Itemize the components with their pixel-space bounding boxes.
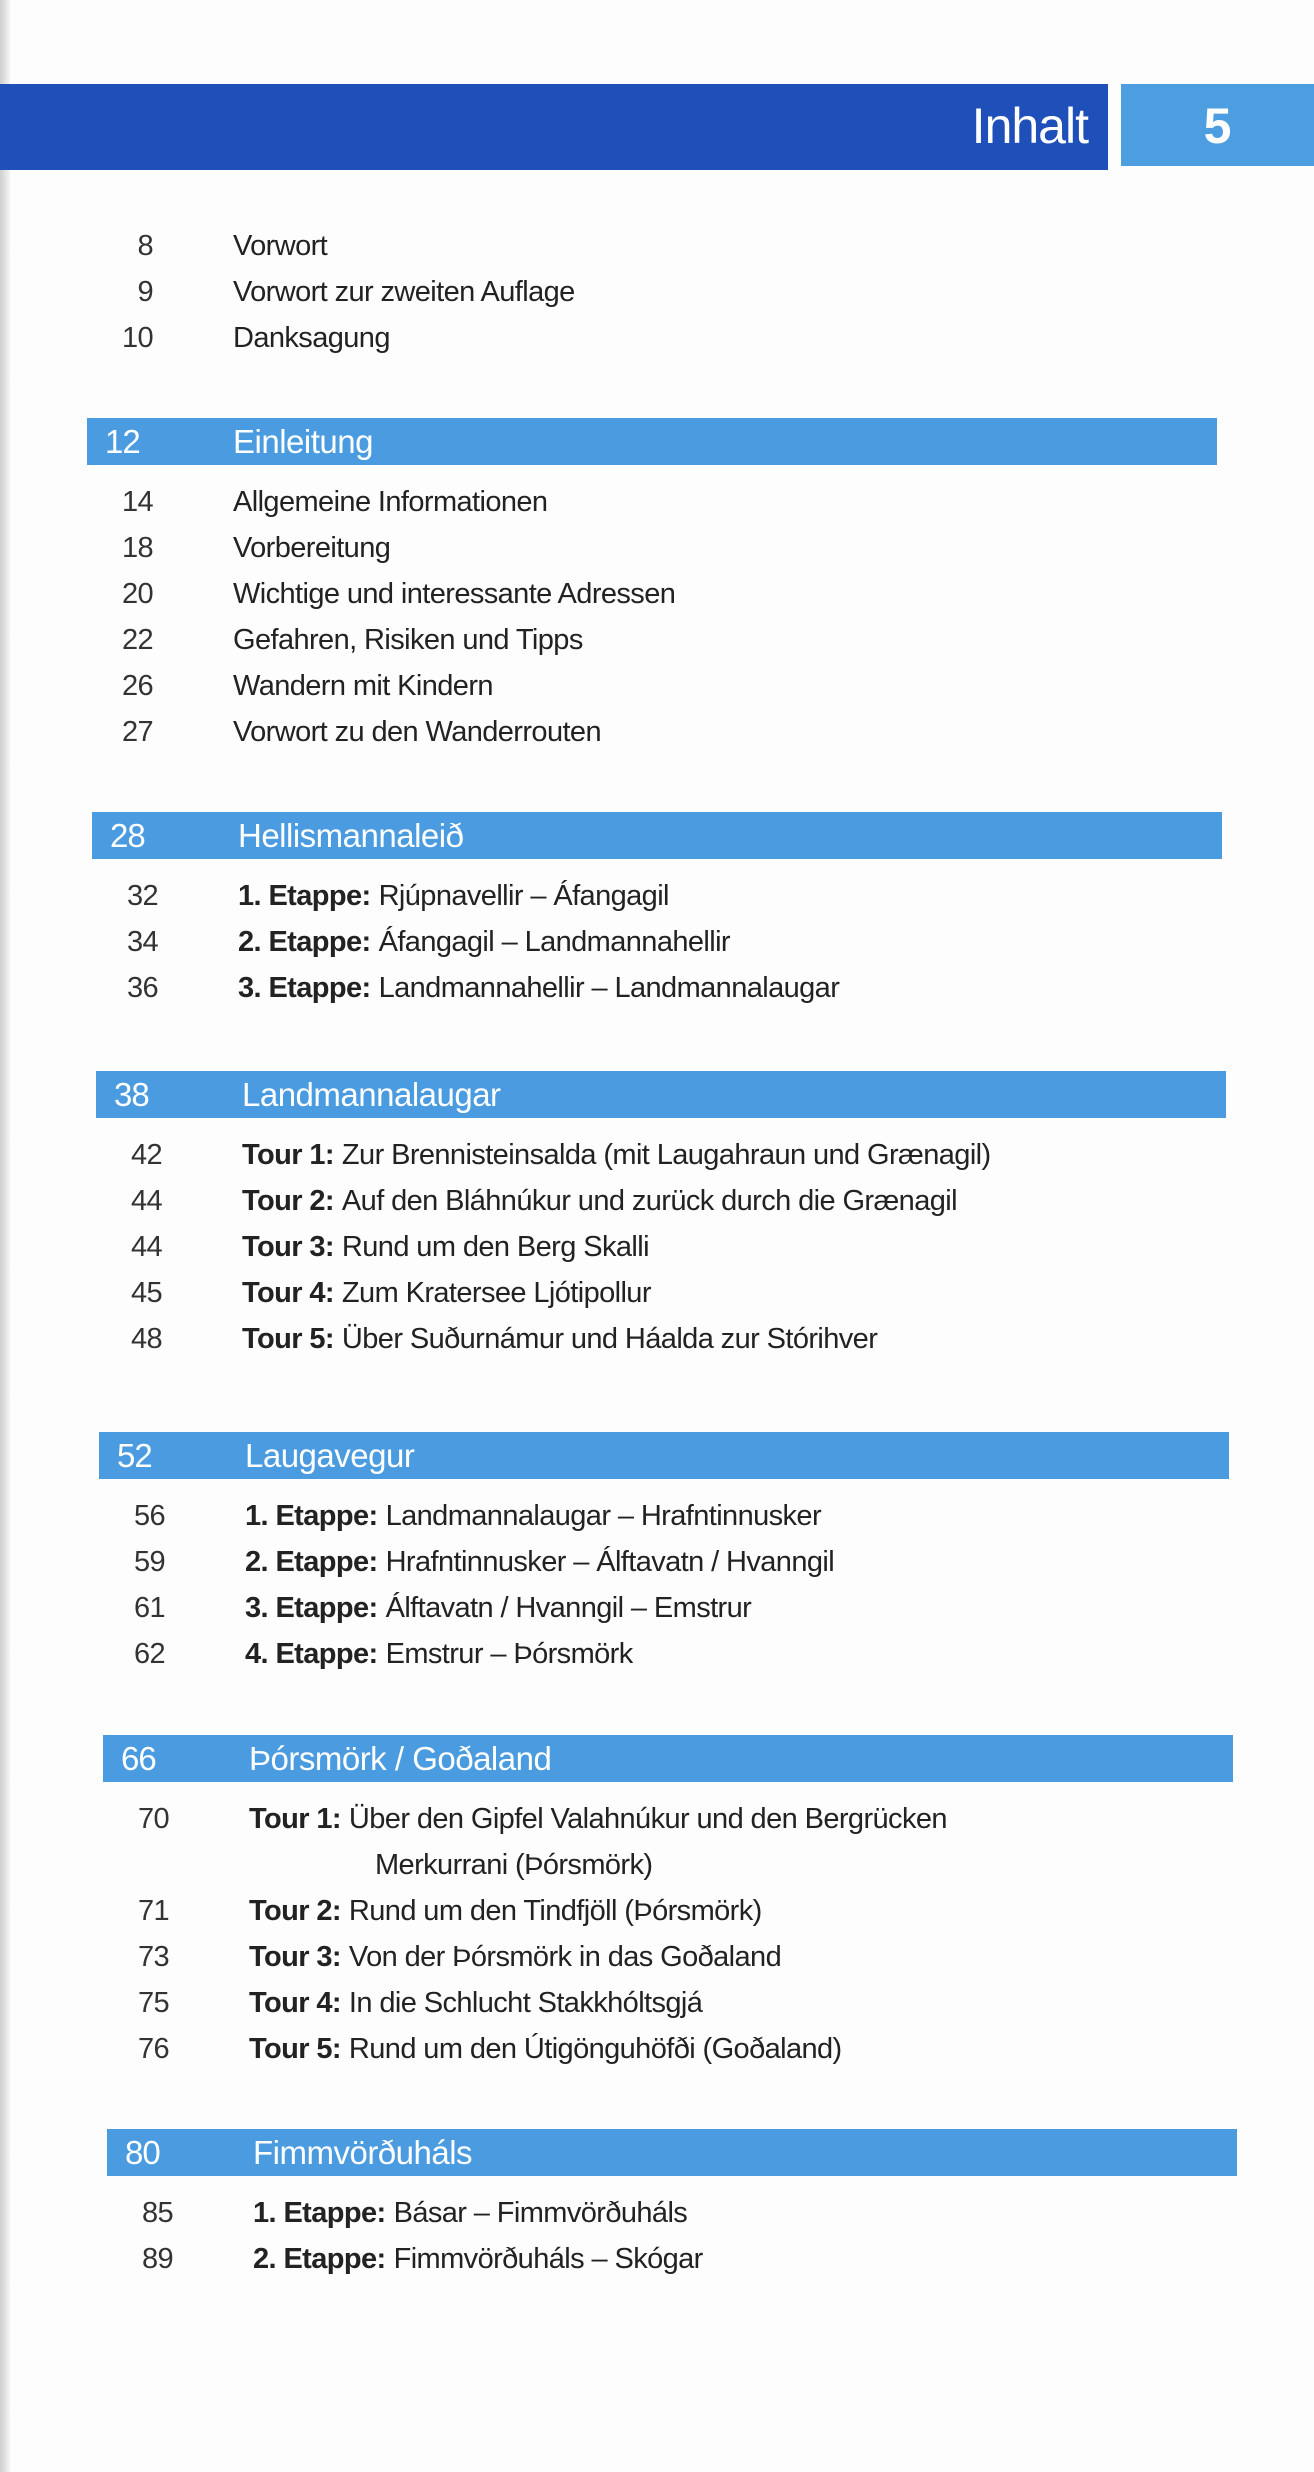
toc-entry[interactable] [99,1493,1229,1539]
entry-prefix: Tour 5: [242,1323,334,1355]
toc-entry[interactable] [87,223,1217,269]
toc-entry[interactable] [87,571,1217,617]
entry-title: Auf den Bláhnúkur und zurück durch die Grænagil [341,1185,957,1217]
entry-prefix: Tour 2: [249,1895,341,1927]
toc-entry[interactable] [87,269,1217,315]
entry-page: 45 [130,1277,162,1309]
entry-prefix: 3. Etappe: [238,972,371,1004]
toc-entry[interactable] [107,2190,1237,2236]
entry-title: Áfangagil – Landmannahellir [378,926,730,958]
toc-entry[interactable] [96,1316,1226,1362]
section-header[interactable] [87,418,1217,465]
entry-prefix: Tour 4: [249,1987,341,2019]
entry-page: 71 [137,1895,169,1927]
entry-prefix: Tour 2: [242,1185,334,1217]
entry-title: Wichtige und interessante Adressen [233,578,676,610]
entry-page: 76 [137,2033,169,2065]
section-page: 12 [105,423,140,460]
toc-entry[interactable] [96,1270,1226,1316]
page-number-box [1121,84,1314,166]
entry-title: Rjúpnavellir – Áfangagil [378,880,669,912]
section-page: 52 [117,1437,152,1474]
toc-entry[interactable] [103,1980,1233,2026]
entry-page: 75 [137,1987,169,2019]
entry-title: Rund um den Berg Skalli [341,1231,649,1263]
entry-title: Allgemeine Informationen [233,486,548,518]
entry-page: 62 [133,1638,165,1670]
toc-entry[interactable] [87,617,1217,663]
entry-page: 10 [121,322,153,354]
entry-title: Básar – Fimmvörðuháls [393,2197,688,2229]
page-number: 5 [1203,98,1232,154]
section-title: Þórsmörk / Goðaland [249,1740,552,1777]
entry-prefix: Tour 1: [249,1803,341,1835]
toc-entry[interactable] [103,1796,1233,1842]
section-header[interactable] [96,1071,1226,1118]
toc-entry[interactable] [87,525,1217,571]
toc-section [107,2129,1237,2282]
entry-prefix: 1. Etappe: [245,1500,378,1532]
toc-entry[interactable] [92,919,1222,965]
entry-page: 61 [133,1592,165,1624]
entry-title: Zur Brennisteinsalda (mit Laugahraun und Grænagil) [341,1139,991,1171]
section-title: Einleitung [233,423,373,460]
toc-entry[interactable] [103,1888,1233,1934]
entry-title: Landmannahellir – Landmannalaugar [378,972,840,1004]
toc-entry[interactable] [103,1842,1233,1888]
toc-entry[interactable] [87,315,1217,361]
page-gutter [0,0,10,2472]
entry-page: 36 [126,972,158,1004]
entry-title: Vorwort zu den Wanderrouten [233,716,601,748]
entry-page: 27 [121,716,153,748]
entry-page: 22 [121,624,153,656]
entry-title: Vorwort [233,230,328,262]
toc-entry[interactable] [103,2026,1233,2072]
entry-page: 70 [137,1803,169,1835]
section-header[interactable] [107,2129,1237,2176]
section-header[interactable] [103,1735,1233,1782]
toc-section [96,1071,1226,1362]
section-title: Laugavegur [245,1437,415,1474]
section-header[interactable] [99,1432,1229,1479]
entry-prefix: Tour 5: [249,2033,341,2065]
entry-title: Zum Kratersee Ljótipollur [341,1277,651,1309]
entry-title: Álftavatn / Hvanngil – Emstrur [385,1592,752,1624]
entry-prefix: 2. Etappe: [253,2243,386,2275]
entry-page: 44 [130,1185,162,1217]
section-page: 28 [110,817,145,854]
entry-title: Über den Gipfel Valahnúkur und den Bergrücken [348,1803,947,1835]
entry-title: Rund um den Tindfjöll (Þórsmörk) [348,1895,762,1927]
entry-title: Rund um den Útigönguhöfði (Goðaland) [348,2033,842,2065]
entry-page: 18 [121,532,153,564]
section-page: 66 [121,1740,156,1777]
entry-title: In die Schlucht Stakkhóltsgjá [348,1987,703,2019]
section-header[interactable] [92,812,1222,859]
entry-page: 89 [141,2243,173,2275]
entry-prefix: Tour 4: [242,1277,334,1309]
toc-entry[interactable] [99,1539,1229,1585]
entry-prefix: Tour 3: [242,1231,334,1263]
entry-title: Emstrur – Þórsmörk [385,1638,633,1670]
entry-prefix: 4. Etappe: [245,1638,378,1670]
entry-title: Wandern mit Kindern [233,670,493,702]
page-title: Inhalt [971,98,1088,154]
toc-section [87,418,1217,755]
toc-entry[interactable] [87,663,1217,709]
section-title: Landmannalaugar [242,1076,501,1113]
header-bar [0,84,1108,170]
entry-page: 8 [137,230,153,262]
section-page: 38 [114,1076,149,1113]
toc-section [103,1735,1233,2072]
entry-title: Gefahren, Risiken und Tipps [233,624,583,656]
entry-title: Fimmvörðuháls – Skógar [393,2243,703,2275]
toc-entry[interactable] [92,965,1222,1011]
toc-entry[interactable] [87,479,1217,525]
section-page: 80 [125,2134,160,2171]
toc-entry[interactable] [96,1178,1226,1224]
toc-section [99,1432,1229,1677]
entry-prefix: 2. Etappe: [238,926,371,958]
entry-page: 34 [126,926,158,958]
toc-entry[interactable] [107,2236,1237,2282]
entry-page: 9 [137,276,153,308]
entry-prefix: Tour 1: [242,1139,334,1171]
entry-page: 20 [121,578,153,610]
entry-page: 44 [130,1231,162,1263]
entry-title: Hrafntinnusker – Álftavatn / Hvanngil [385,1546,835,1578]
entry-prefix: 1. Etappe: [238,880,371,912]
entry-page: 26 [121,670,153,702]
entry-page: 56 [133,1500,165,1532]
toc-entry[interactable] [92,873,1222,919]
entry-title: Vorwort zur zweiten Auflage [233,276,575,308]
entry-page: 59 [133,1546,165,1578]
entry-page: 32 [126,880,158,912]
toc-entry[interactable] [99,1585,1229,1631]
section-title: Hellismannaleið [238,817,464,854]
toc-entry[interactable] [103,1934,1233,1980]
section-title: Fimmvörðuháls [253,2134,473,2171]
toc-section [92,812,1222,1011]
entry-page: 85 [141,2197,173,2229]
entry-title: Von der Þórsmörk in das Goðaland [348,1941,782,1973]
entry-title: Vorbereitung [233,532,391,564]
entry-page: 48 [130,1323,162,1355]
toc-entry[interactable] [96,1132,1226,1178]
entry-prefix: 1. Etappe: [253,2197,386,2229]
entry-page: 42 [130,1139,162,1171]
entry-title: Landmannalaugar – Hrafntinnusker [385,1500,822,1532]
front-matter [87,223,1217,361]
entry-page: 14 [121,486,153,518]
entry-prefix: Tour 3: [249,1941,341,1973]
entry-title: Danksagung [233,322,390,354]
toc-entry[interactable] [87,709,1217,755]
entry-prefix: 3. Etappe: [245,1592,378,1624]
entry-prefix: 2. Etappe: [245,1546,378,1578]
entry-title: Merkurrani (Þórsmörk) [375,1849,653,1881]
toc-entry[interactable] [99,1631,1229,1677]
entry-title: Über Suðurnámur und Háalda zur Stórihver [341,1323,878,1355]
entry-page: 73 [137,1941,169,1973]
toc-entry[interactable] [96,1224,1226,1270]
